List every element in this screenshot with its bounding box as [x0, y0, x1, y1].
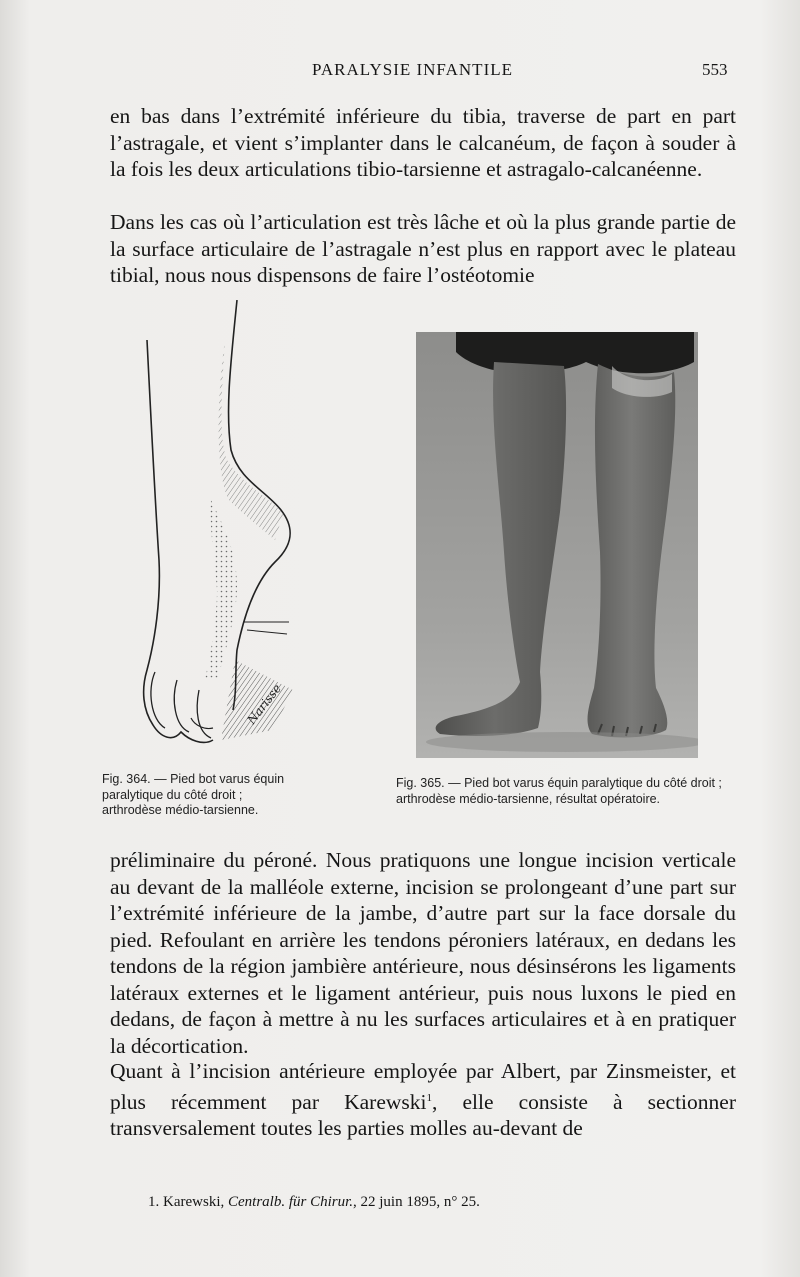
figure-364-signature: Narisse: [244, 681, 285, 727]
figure-364-drawing: [125, 300, 315, 760]
figure-364-caption: Fig. 364. — Pied bot varus équin paralytique du côté droit ; arthrodèse médio-tarsienne.: [102, 772, 285, 817]
paragraph-4: [110, 1058, 736, 1142]
footnote-date: , 22 juin 1895, n° 25.: [353, 1194, 480, 1210]
paragraph-2: Dans les cas où l’articulation est très lâche et où la plus grande partie de la surface articulaire de l’astragale n’est plus en rapport avec le plateau tibial, nous nous dispensons de faire l’ostéotomie: [110, 210, 736, 287]
figure-365-legs: [416, 332, 698, 758]
footnote-journal: Centralb. für Chirur.: [227, 1194, 354, 1210]
paragraph-3: préliminaire du péroné. Nous pratiquons une longue incision verticale au devant de la malléole externe, incision se prolongeant d’une part sur l’extrémité inférieure de la jambe, d’autre part sur la face dorsale du pied. Refoulant en arrière les tendons péroniers latéraux, en dedans les tendons de la région jambière antérieure, nous désinsérons les ligaments latéraux externes et le ligament antérieur, puis nous luxons le pied en dedans, de façon à mettre à nu les surfaces articulaires et à en pratiquer la décortication.: [110, 848, 736, 1058]
running-title: PARALYSIE INFANTILE: [312, 60, 513, 79]
footnote-author: 1. Karewski,: [148, 1194, 228, 1210]
paragraph-4-start: Quant à l’incision antérieure employée par Albert, par Zinsmeister, et plus récemment par Karewski: [110, 1059, 736, 1114]
footnote: [148, 1194, 708, 1211]
figure-365-caption: Fig. 365. — Pied bot varus équin paralytique du côté droit ; arthrodèse médio-tarsienne, résultat opératoire.: [396, 776, 722, 806]
page-number: 553: [702, 60, 728, 79]
figure-365-photo: [416, 332, 698, 758]
paragraph-1: en bas dans l’extrémité inférieure du tibia, traverse de part en part l’astragale, et vient s’implanter dans le calcanéum, de façon à souder à la fois les deux articulations tibio-tarsienne et astragalo-calcanéenne.: [110, 104, 736, 181]
paragraph-4-end: , elle consiste à sectionner transversalement toutes les parties molles au-devant de: [110, 1089, 736, 1141]
footnote-marker[interactable]: 1: [426, 1091, 432, 1104]
page-header: [0, 60, 800, 90]
